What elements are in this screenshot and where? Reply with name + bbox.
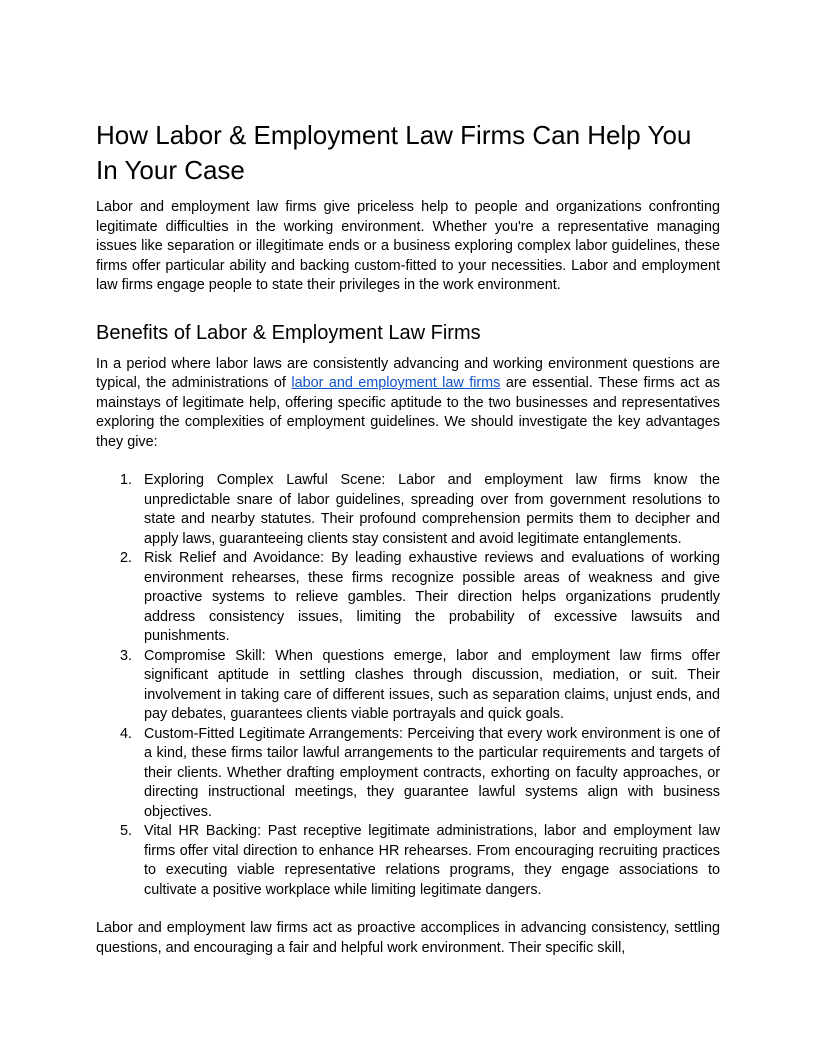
document-page (96, 118, 720, 958)
list-number: 3. (120, 647, 133, 664)
paragraph-text-before-link: In a period where labor laws are consistently advancing and working environment questions are typical, the administrations of (96, 355, 720, 391)
list-item-text: Vital HR Backing: Past receptive legitimate administrations, labor and employment law firms offer vital direction to enhance HR rehearses. From encouraging recruiting practices to executing viable representative relations programs, they engage associations to cultivate a positive workplace while limiting legitimate dangers. (144, 823, 720, 898)
list-item (96, 471, 720, 549)
list-item-text: Custom-Fitted Legitimate Arrangements: Perceiving that every work environment is one of a kind, these firms tailor lawful arrangements to the particular requirements and targets of their clients. Whether drafting employment contracts, exhorting on faculty approaches, or directing instructional meetings, they guarantee lawful systems align with business objectives. (144, 725, 720, 820)
closing-paragraph: Labor and employment law firms act as proactive accomplices in advancing consistency, settling questions, and encouraging a fair and helpful work environment. Their specific skill, (96, 920, 720, 956)
list-item (96, 549, 720, 647)
paragraph-text-after-link: are essential. These firms act as mainstays of legitimate help, offering specific aptitude to the two businesses and representatives exploring the complexities of employment guidelines. We should investigate the key advantages they give: (96, 375, 720, 450)
list-item-text: Compromise Skill: When questions emerge, labor and employment law firms offer significant aptitude in settling clashes through discussion, mediation, or suit. Their involvement in taking care of different issues, such as separation claims, unjust ends, and pay debates, guarantees clients viable portrayals and quick goals. (144, 647, 720, 722)
section-paragraph (96, 355, 720, 453)
list-item-text: Risk Relief and Avoidance: By leading exhaustive reviews and evaluations of working environment rehearses, these firms recognize possible areas of weakness and give proactive systems to relieve gambles. Their direction helps organizations prudently address consistency issues, limiting the probability of excessive lawsuits and punishments. (144, 550, 720, 644)
list-item (96, 725, 720, 823)
page-title: How Labor & Employment Law Firms Can Help You In Your Case (96, 120, 692, 185)
list-item-text: Exploring Complex Lawful Scene: Labor and employment law firms know the unpredictable snare of labor guidelines, spreading over from government resolutions to state and nearby statutes. Their profound comprehension permits them to decipher and apply laws, guaranteeing clients stay consistent and avoid legitimate entanglements. (144, 472, 720, 547)
law-firms-link[interactable]: labor and employment law firms (291, 375, 501, 391)
list-number: 2. (120, 550, 133, 566)
list-number: 4. (120, 725, 133, 742)
section-heading: Benefits of Labor & Employment Law Firms (96, 321, 481, 344)
list-number: 5. (120, 823, 133, 839)
list-number: 1. (120, 472, 133, 488)
benefits-list (96, 471, 720, 900)
list-item (96, 822, 720, 900)
intro-paragraph: Labor and employment law firms give priceless help to people and organizations confronting legitimate difficulties in the working environment. Whether you're a representative managing issues like separation or illegitimate ends or a business exploring complex labor guidelines, these firms offer particular ability and backing custom-fitted to your necessities. Labor and employment law firms engage people to state their privileges in the work environment. (96, 199, 720, 293)
list-item (96, 647, 720, 725)
